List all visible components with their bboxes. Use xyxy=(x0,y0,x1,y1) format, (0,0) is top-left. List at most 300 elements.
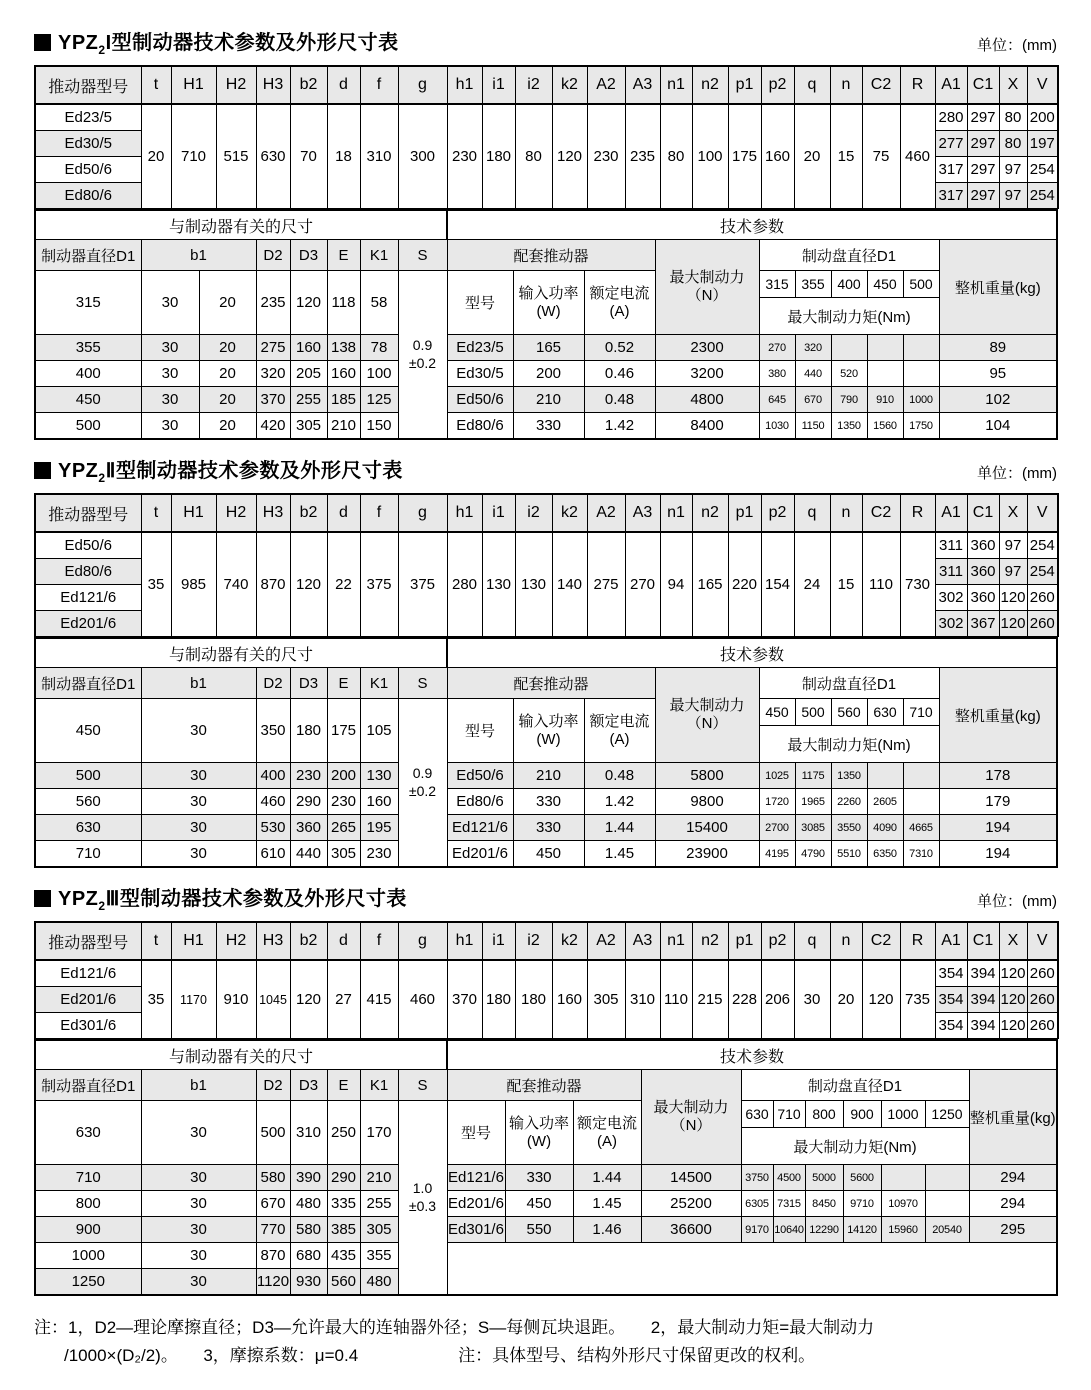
cell: 311 xyxy=(935,559,967,585)
cell: 310 xyxy=(625,960,660,1039)
cell: 170 xyxy=(360,1101,398,1165)
cell: 210 xyxy=(513,387,584,413)
col-header: H3 xyxy=(256,922,290,960)
cell: 4500 xyxy=(773,1165,805,1191)
cell: 317 xyxy=(935,183,967,209)
cell: 15 xyxy=(830,532,862,637)
col-header: 配套推动器 xyxy=(447,240,655,271)
cell: 120 xyxy=(290,271,327,335)
cell: 985 xyxy=(171,532,216,637)
disc-size-header: 710 xyxy=(773,1101,805,1128)
dims-band-label: 与制动器有关的尺寸 xyxy=(35,1040,447,1070)
col-header: 整机重量(kg) xyxy=(939,668,1057,763)
cell: 180 xyxy=(290,699,327,763)
cell: 100 xyxy=(692,104,728,209)
model-cell: Ed121/6 xyxy=(35,960,141,987)
cell: 360 xyxy=(967,532,999,559)
cell: 360 xyxy=(290,815,327,841)
cell: 297 xyxy=(967,131,999,157)
disc-size-header: 630 xyxy=(741,1101,773,1128)
model-cell: Ed121/6 xyxy=(447,1165,505,1191)
title-rest: I型制动器技术参数及外形尺寸表 xyxy=(105,32,399,54)
cell: 280 xyxy=(447,532,482,637)
cell: 560 xyxy=(35,789,141,815)
cell: 30 xyxy=(141,335,199,361)
cell: 260 xyxy=(1027,1013,1058,1039)
col-header: D2 xyxy=(256,668,290,699)
cell: 354 xyxy=(935,1013,967,1039)
cell: 740 xyxy=(216,532,256,637)
cell: 254 xyxy=(1027,532,1058,559)
cell: 560 xyxy=(327,1269,360,1296)
unit-label: 单位：(mm) xyxy=(977,37,1057,54)
cell: 1.42 xyxy=(584,789,655,815)
col-header: C2 xyxy=(862,66,900,104)
cell: 1175 xyxy=(795,763,831,789)
cell: 480 xyxy=(290,1191,327,1217)
cell: 27 xyxy=(327,960,360,1039)
cell: 230 xyxy=(447,104,482,209)
col-header: H1 xyxy=(171,922,216,960)
cell: 180 xyxy=(482,104,515,209)
col-header: C2 xyxy=(862,922,900,960)
cell: 297 xyxy=(967,104,999,131)
col-header: p1 xyxy=(728,66,761,104)
section-2-title xyxy=(34,454,403,485)
cell: 8450 xyxy=(805,1191,843,1217)
cell: 120 xyxy=(552,104,587,209)
cell: 154 xyxy=(761,532,794,637)
section-ypz2-2 xyxy=(34,454,1057,868)
cell: 295 xyxy=(969,1217,1057,1243)
disc-size-header: 800 xyxy=(805,1101,843,1128)
cell: 317 xyxy=(935,157,967,183)
cell: 1.45 xyxy=(584,841,655,868)
cell: 710 xyxy=(35,1165,141,1191)
section-1-title xyxy=(34,26,399,57)
cell: 310 xyxy=(290,1101,327,1165)
cell: 930 xyxy=(290,1269,327,1296)
cell: 206 xyxy=(761,960,794,1039)
col-header: k2 xyxy=(552,922,587,960)
cell: 260 xyxy=(1027,987,1058,1013)
cell: 97 xyxy=(999,183,1027,209)
parameters-table-2 xyxy=(34,637,1058,868)
cell: 58 xyxy=(360,271,398,335)
col-header: d xyxy=(327,494,360,532)
cell: 20 xyxy=(794,104,830,209)
dimensions-table-2 xyxy=(34,493,1059,637)
cell: 1.45 xyxy=(573,1191,641,1217)
cell: 265 xyxy=(327,815,360,841)
col-header: D2 xyxy=(256,240,290,271)
col-header: t xyxy=(141,66,171,104)
torque-header: 最大制动力矩(Nm) xyxy=(759,298,939,335)
cell: 18 xyxy=(327,104,360,209)
col-header: H3 xyxy=(256,66,290,104)
table-row xyxy=(35,638,1057,668)
col-header: n1 xyxy=(660,922,692,960)
cell: 2260 xyxy=(831,789,867,815)
cell: 7315 xyxy=(773,1191,805,1217)
col-header: C1 xyxy=(967,494,999,532)
disc-size-header: 630 xyxy=(867,699,903,726)
cell: 375 xyxy=(360,532,398,637)
cell: 311 xyxy=(935,532,967,559)
cell: 305 xyxy=(290,413,327,440)
col-header: A2 xyxy=(587,494,625,532)
cell: 375 xyxy=(398,532,447,637)
cell: 294 xyxy=(969,1191,1057,1217)
cell: 290 xyxy=(327,1165,360,1191)
tech-band-label: 技术参数 xyxy=(447,210,1057,240)
disc-size-header: 315 xyxy=(759,271,795,298)
disc-size-header: 355 xyxy=(795,271,831,298)
section-1-titlebar xyxy=(34,26,1057,57)
cell: 550 xyxy=(505,1217,573,1243)
cell: 370 xyxy=(447,960,482,1039)
col-header: g xyxy=(398,494,447,532)
col-header: 型号 xyxy=(447,699,513,763)
cell: 4800 xyxy=(655,387,759,413)
cell: 270 xyxy=(759,335,795,361)
table-row xyxy=(35,1243,1057,1269)
cell: 1560 xyxy=(867,413,903,440)
model-cell: Ed50/6 xyxy=(35,532,141,559)
cell: 1350 xyxy=(831,413,867,440)
cell: 4195 xyxy=(759,841,795,868)
cell: 870 xyxy=(256,1243,290,1269)
col-header: X xyxy=(999,66,1027,104)
cell: 610 xyxy=(256,841,290,868)
cell: 160 xyxy=(290,335,327,361)
col-header: 最大制动力 （N） xyxy=(641,1070,741,1165)
col-header: n1 xyxy=(660,66,692,104)
cell: 1150 xyxy=(795,413,831,440)
cell: 330 xyxy=(513,815,584,841)
cell: 178 xyxy=(939,763,1057,789)
disc-size-header: 400 xyxy=(831,271,867,298)
cell: 330 xyxy=(513,413,584,440)
model-cell: Ed30/5 xyxy=(447,361,513,387)
cell: 1.44 xyxy=(573,1165,641,1191)
cell: 220 xyxy=(728,532,761,637)
table-row xyxy=(35,387,1057,413)
cell: 515 xyxy=(216,104,256,209)
cell: 450 xyxy=(35,387,141,413)
cell: 36600 xyxy=(641,1217,741,1243)
cell: 330 xyxy=(505,1165,573,1191)
col-header: k2 xyxy=(552,494,587,532)
cell: 80 xyxy=(999,131,1027,157)
cell: 870 xyxy=(256,532,290,637)
cell: 1000 xyxy=(35,1243,141,1269)
model-cell: Ed301/6 xyxy=(35,1013,141,1039)
cell: 354 xyxy=(935,960,967,987)
cell: 630 xyxy=(256,104,290,209)
cell: 235 xyxy=(625,104,660,209)
cell: 25200 xyxy=(641,1191,741,1217)
model-cell: Ed201/6 xyxy=(35,987,141,1013)
cell: 110 xyxy=(660,960,692,1039)
col-header: i2 xyxy=(515,494,552,532)
cell: 297 xyxy=(967,157,999,183)
model-cell: Ed121/6 xyxy=(35,585,141,611)
model-cell: Ed80/6 xyxy=(447,789,513,815)
tech-band-label: 技术参数 xyxy=(447,638,1057,668)
col-header: 配套推动器 xyxy=(447,1070,641,1101)
col-header: A2 xyxy=(587,66,625,104)
cell: 230 xyxy=(290,763,327,789)
footnote-line-2a: /1000×(D₂/2)。 3，摩擦系数：μ=0.4 xyxy=(64,1346,359,1366)
col-header: n1 xyxy=(660,494,692,532)
cell xyxy=(867,361,903,387)
disc-size-header: 900 xyxy=(843,1101,881,1128)
cell: 460 xyxy=(256,789,290,815)
cell: 205 xyxy=(290,361,327,387)
cell: 35 xyxy=(141,532,171,637)
cell: 70 xyxy=(290,104,327,209)
cell: 104 xyxy=(939,413,1057,440)
cell: 165 xyxy=(692,532,728,637)
col-header: C2 xyxy=(862,494,900,532)
cell: 150 xyxy=(360,413,398,440)
col-header: g xyxy=(398,66,447,104)
cell: 260 xyxy=(1027,585,1058,611)
disc-size-header: 450 xyxy=(867,271,903,298)
cell: 394 xyxy=(967,987,999,1013)
cell: 3200 xyxy=(655,361,759,387)
table-row xyxy=(35,960,1058,987)
cell: 300 xyxy=(398,104,447,209)
col-header: S xyxy=(398,1070,447,1101)
cell: 450 xyxy=(513,841,584,868)
cell: 180 xyxy=(482,960,515,1039)
footnote-line-2b: 注：具体型号、结构外形尺寸保留更改的权利。 xyxy=(458,1346,816,1366)
cell: 260 xyxy=(1027,960,1058,987)
model-cell: Ed201/6 xyxy=(447,1191,505,1217)
col-header: 制动器直径D1 xyxy=(35,240,141,271)
cell: 255 xyxy=(360,1191,398,1217)
cell xyxy=(881,1165,925,1191)
cell: 9170 xyxy=(741,1217,773,1243)
cell: 194 xyxy=(939,815,1057,841)
cell: 460 xyxy=(900,104,935,209)
cell: 12290 xyxy=(805,1217,843,1243)
cell: 270 xyxy=(625,532,660,637)
cell: 1045 xyxy=(256,960,290,1039)
cell: 20 xyxy=(830,960,862,1039)
cell: 294 xyxy=(969,1165,1057,1191)
model-cell: Ed80/6 xyxy=(35,559,141,585)
cell: 310 xyxy=(360,104,398,209)
cell: 500 xyxy=(35,413,141,440)
cell: 530 xyxy=(256,815,290,841)
cell xyxy=(903,335,939,361)
cell: 15960 xyxy=(881,1217,925,1243)
disc-size-header: 560 xyxy=(831,699,867,726)
table-row xyxy=(35,66,1058,104)
cell: 200 xyxy=(327,763,360,789)
disc-size-header: 450 xyxy=(759,699,795,726)
col-header: h1 xyxy=(447,922,482,960)
cell: 97 xyxy=(999,157,1027,183)
title-rest: Ⅱ型制动器技术参数及外形尺寸表 xyxy=(105,460,403,482)
black-square-bullet xyxy=(34,462,51,479)
cell: 275 xyxy=(256,335,290,361)
cell: 94 xyxy=(660,532,692,637)
cell: 680 xyxy=(290,1243,327,1269)
model-cell: Ed50/6 xyxy=(35,157,141,183)
table-row xyxy=(35,763,1057,789)
cell: 30 xyxy=(141,763,256,789)
cell: 250 xyxy=(327,1101,360,1165)
cell: 210 xyxy=(513,763,584,789)
cell: 9800 xyxy=(655,789,759,815)
cell: 4790 xyxy=(795,841,831,868)
cell: 380 xyxy=(759,361,795,387)
col-header: 推动器型号 xyxy=(35,494,141,532)
cell xyxy=(867,335,903,361)
cell: 30 xyxy=(141,413,199,440)
col-header: d xyxy=(327,922,360,960)
title-prefix: YPZ xyxy=(58,32,99,54)
cell: 120 xyxy=(290,960,327,1039)
parameters-table-3 xyxy=(34,1039,1058,1296)
cell: 320 xyxy=(256,361,290,387)
table-row xyxy=(35,413,1057,440)
col-header: b2 xyxy=(290,66,327,104)
model-cell: Ed50/6 xyxy=(447,763,513,789)
cell: 1250 xyxy=(35,1269,141,1296)
footnote-line-1: 注：1，D2—理论摩擦直径；D3—允许最大的连轴器外径；S—每侧瓦块退距。 2，最大制动力矩=最大制动力 xyxy=(34,1318,875,1337)
col-header: 输入功率 (W) xyxy=(513,271,584,335)
dims-band-label: 与制动器有关的尺寸 xyxy=(35,210,447,240)
col-header: 制动盘直径D1 xyxy=(759,668,939,699)
black-square-bullet xyxy=(34,890,51,907)
cell: 130 xyxy=(482,532,515,637)
cell: 1.46 xyxy=(573,1217,641,1243)
cell: 1720 xyxy=(759,789,795,815)
cell xyxy=(925,1165,969,1191)
footnote-line-2 xyxy=(34,1342,1057,1370)
cell: 120 xyxy=(999,987,1027,1013)
cell: 390 xyxy=(290,1165,327,1191)
unit-label: 单位：(mm) xyxy=(977,893,1057,910)
cell: 185 xyxy=(327,387,360,413)
col-header: 型号 xyxy=(447,271,513,335)
cell: 160 xyxy=(552,960,587,1039)
cell: 30 xyxy=(141,699,256,763)
col-header: i1 xyxy=(482,66,515,104)
cell: 230 xyxy=(360,841,398,868)
col-header: 最大制动力 （N） xyxy=(655,668,759,763)
cell: 305 xyxy=(587,960,625,1039)
col-header: X xyxy=(999,494,1027,532)
cell: 105 xyxy=(360,699,398,763)
title-prefix: YPZ xyxy=(58,460,99,482)
cell: 790 xyxy=(831,387,867,413)
cell: 520 xyxy=(831,361,867,387)
title-rest: Ⅲ型制动器技术参数及外形尺寸表 xyxy=(105,888,407,910)
torque-header: 最大制动力矩(Nm) xyxy=(759,726,939,763)
cell: 180 xyxy=(515,960,552,1039)
cell: 10640 xyxy=(773,1217,805,1243)
cell: 1120 xyxy=(256,1269,290,1296)
cell: 95 xyxy=(939,361,1057,387)
cell: 22 xyxy=(327,532,360,637)
cell: 30 xyxy=(141,387,199,413)
cell: 280 xyxy=(935,104,967,131)
cell: 200 xyxy=(513,361,584,387)
cell: 385 xyxy=(327,1217,360,1243)
col-header: h1 xyxy=(447,494,482,532)
cell: 1.44 xyxy=(584,815,655,841)
table-row xyxy=(35,494,1058,532)
cell: 9710 xyxy=(843,1191,881,1217)
cell: 30 xyxy=(141,1191,256,1217)
s-tolerance-cell: 0.9 ±0.2 xyxy=(398,699,447,868)
col-header: H2 xyxy=(216,922,256,960)
cell: 315 xyxy=(35,271,141,335)
cell: 580 xyxy=(256,1165,290,1191)
empty-region xyxy=(447,1243,1057,1296)
cell: 3550 xyxy=(831,815,867,841)
col-header: b2 xyxy=(290,922,327,960)
cell: 102 xyxy=(939,387,1057,413)
col-header: 输入功率 (W) xyxy=(505,1101,573,1165)
cell: 120 xyxy=(862,960,900,1039)
cell: 30 xyxy=(141,1243,256,1269)
cell: 350 xyxy=(256,699,290,763)
model-cell: Ed30/5 xyxy=(35,131,141,157)
cell: 10970 xyxy=(881,1191,925,1217)
cell: 910 xyxy=(216,960,256,1039)
col-header: A1 xyxy=(935,66,967,104)
col-header: 额定电流 (A) xyxy=(584,271,655,335)
cell: 900 xyxy=(35,1217,141,1243)
cell: 215 xyxy=(692,960,728,1039)
col-header: D2 xyxy=(256,1070,290,1101)
col-header: C1 xyxy=(967,66,999,104)
col-header: H1 xyxy=(171,494,216,532)
cell: 14120 xyxy=(843,1217,881,1243)
title-subscript: 2 xyxy=(98,471,106,485)
torque-header: 最大制动力矩(Nm) xyxy=(741,1128,969,1165)
cell: 910 xyxy=(867,387,903,413)
cell: 435 xyxy=(327,1243,360,1269)
title-prefix: YPZ xyxy=(58,888,99,910)
cell: 210 xyxy=(360,1165,398,1191)
cell: 0.52 xyxy=(584,335,655,361)
cell: 254 xyxy=(1027,559,1058,585)
model-cell: Ed121/6 xyxy=(447,815,513,841)
cell: 1.42 xyxy=(584,413,655,440)
cell xyxy=(903,361,939,387)
title-subscript: 2 xyxy=(98,43,106,57)
col-header: D3 xyxy=(290,1070,327,1101)
col-header: q xyxy=(794,494,830,532)
cell: 125 xyxy=(360,387,398,413)
cell: 0.48 xyxy=(584,387,655,413)
cell: 630 xyxy=(35,1101,141,1165)
cell: 355 xyxy=(360,1243,398,1269)
col-header: p2 xyxy=(761,922,794,960)
cell: 370 xyxy=(256,387,290,413)
cell: 120 xyxy=(999,960,1027,987)
cell: 130 xyxy=(360,763,398,789)
cell: 450 xyxy=(35,699,141,763)
